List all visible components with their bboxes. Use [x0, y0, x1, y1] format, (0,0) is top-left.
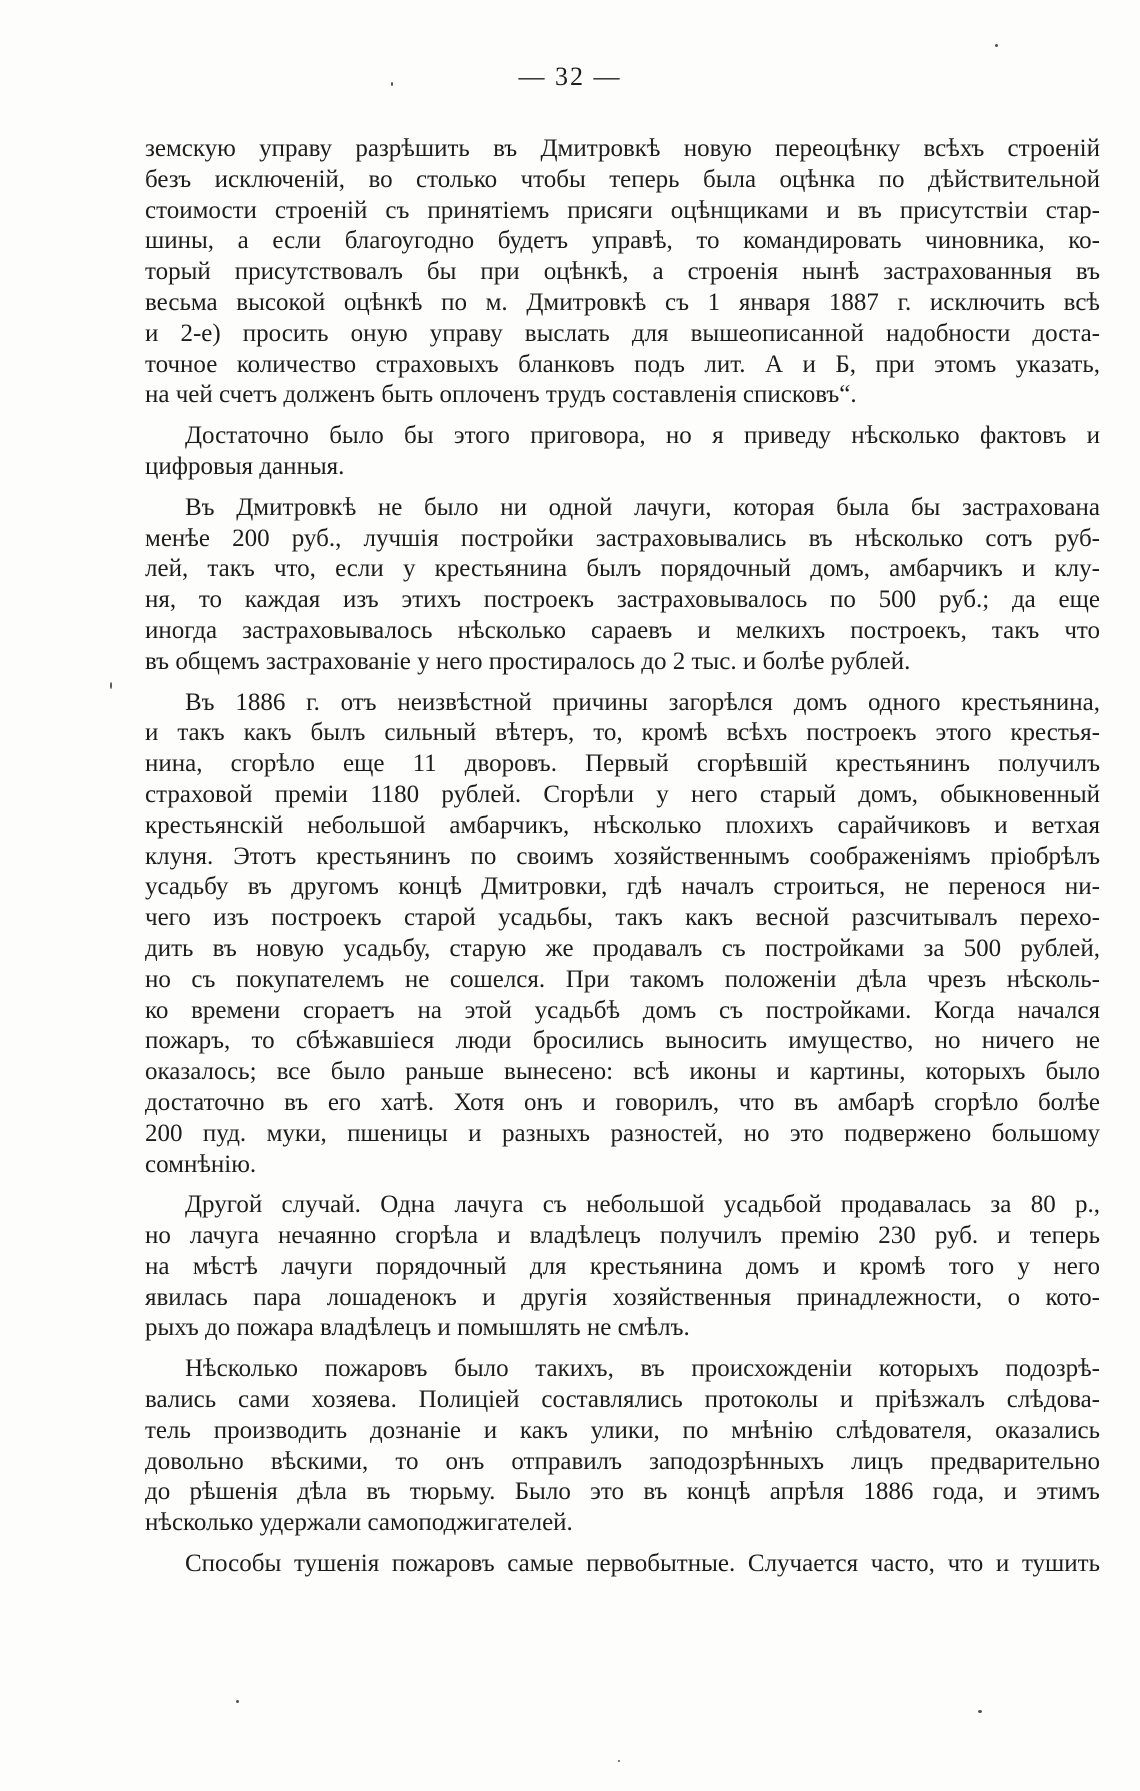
- text-line: цифровыя данныя.: [145, 452, 345, 480]
- paragraph: [145, 493, 1100, 678]
- paragraph: [145, 1354, 1100, 1539]
- paragraph: [145, 1190, 1100, 1344]
- text-line: нина, сгорѣло еще 11 дворовъ. Первый сгорѣвшій крестьянинъ получилъ: [145, 750, 1100, 778]
- paragraph: [145, 1549, 1100, 1580]
- text-line: торый присутствовалъ бы при оцѣнкѣ, а строенія нынѣ застрахованныя въ: [145, 258, 1100, 286]
- text-line: нѣсколько удержали самоподжигателей.: [145, 1509, 573, 1537]
- text-line: но лачуга нечаянно сгорѣла и владѣлецъ получилъ премію 230 руб. и теперь: [145, 1222, 1100, 1250]
- text-line: усадьбу въ другомъ концѣ Дмитровки, гдѣ началъ строиться, не перенося ни-: [145, 873, 1100, 901]
- text-line: страховой преміи 1180 рублей. Сгорѣли у него старый домъ, обыкновенный: [145, 780, 1100, 808]
- text-line: достаточно въ его хатѣ. Хотя онъ и говорилъ, что въ амбарѣ сгорѣло болѣе: [145, 1088, 1100, 1116]
- text-line: Достаточно было бы этого приговора, но я приведу нѣсколько фактовъ и: [185, 422, 1100, 450]
- text-line: лей, такъ что, если у крестьянина былъ порядочный домъ, амбарчикъ и клу-: [145, 555, 1100, 583]
- text-line: ня, то каждая изъ этихъ построекъ застраховывалось по 500 руб.; да еще: [145, 586, 1100, 614]
- scan-speck: [391, 82, 393, 86]
- text-line: клуня. Этотъ крестьянинъ по своимъ хозяйственнымъ соображеніямъ пріобрѣлъ: [145, 842, 1100, 870]
- text-line: вались сами хозяева. Полиціей составлялись протоколы и пріѣзжалъ слѣдова-: [145, 1386, 1100, 1414]
- text-line: и 2-е) просить оную управу выслать для вышеописанной надобности доста-: [145, 319, 1100, 347]
- text-line: довольно вѣскими, то онъ отправилъ заподозрѣнныхъ лицъ предварительно: [145, 1447, 1100, 1475]
- text-line: на чей счетъ долженъ быть оплоченъ трудъ составленія списковъ“.: [145, 381, 857, 409]
- text-line: ко времени сгораетъ на этой усадьбѣ домъ съ постройками. Когда начался: [145, 996, 1100, 1024]
- page-number: — 32 —: [518, 62, 622, 91]
- text-line: безъ исключеній, во столько чтобы теперь была оцѣнка по дѣйствительной: [145, 165, 1100, 193]
- body-text: [145, 134, 1100, 1580]
- text-line: Въ 1886 г. отъ неизвѣстной причины загорѣлся домъ одного крестьянина,: [185, 688, 1100, 716]
- text-line: явилась пара лошаденокъ и другія хозяйственныя принадлежности, о кото-: [145, 1283, 1100, 1311]
- text-line: Нѣсколько пожаровъ было такихъ, въ происхожденіи которыхъ подозрѣ-: [185, 1355, 1100, 1383]
- text-line: дить въ новую усадьбу, старую же продавалъ съ постройками за 500 рублей,: [145, 934, 1100, 962]
- scan-speck: [978, 1710, 982, 1713]
- text-line: на мѣстѣ лачуги порядочный для крестьянина домъ и кромѣ того у него: [145, 1252, 1100, 1280]
- text-line: весьма высокой оцѣнкѣ по м. Дмитровкѣ съ 1 января 1887 г. исключить всѣ: [145, 288, 1100, 316]
- text-line: рыхъ до пожара владѣлецъ и помышлять не смѣлъ.: [145, 1314, 690, 1342]
- text-line: менѣе 200 руб., лучшія постройки застраховывались въ нѣсколько сотъ руб-: [145, 524, 1100, 552]
- paragraph: [145, 688, 1100, 1181]
- scan-speck: [995, 44, 998, 47]
- text-line: Способы тушенія пожаровъ самые первобытные. Случается часто, что и тушить: [185, 1550, 1100, 1578]
- text-line: стоимости строеній съ принятіемъ присяги оцѣнщиками и въ присутствіи стар-: [145, 196, 1100, 224]
- text-line: крестьянскій небольшой амбарчикъ, нѣсколько плохихъ сарайчиковъ и ветхая: [145, 811, 1100, 839]
- text-line: Въ Дмитровкѣ не было ни одной лачуги, которая была бы застрахована: [185, 493, 1100, 521]
- text-line: земскую управу разрѣшить въ Дмитровкѣ новую переоцѣнку всѣхъ строеній: [145, 135, 1100, 162]
- text-line: до рѣшенія дѣла въ тюрьму. Было это въ концѣ апрѣля 1886 года, и этимъ: [145, 1478, 1100, 1506]
- text-line: но съ покупателемъ не сошелся. При такомъ положеніи дѣла чрезъ нѣсколь-: [145, 965, 1100, 993]
- text-line: и такъ какъ былъ сильный вѣтеръ, то, кромѣ всѣхъ построекъ этого крестья-: [145, 719, 1100, 747]
- scan-speck: [110, 682, 112, 689]
- text-line: пожаръ, то сбѣжавшіеся люди бросились выносить имущество, но ничего не: [145, 1027, 1100, 1055]
- paragraph: [145, 134, 1100, 411]
- text-line: чего изъ построекъ старой усадьбы, такъ какъ весной разсчитывалъ перехо-: [145, 904, 1100, 932]
- paragraph: [145, 421, 1100, 483]
- text-line: въ общемъ застрахованіе у него простиралось до 2 тыс. и болѣе рублей.: [145, 647, 911, 675]
- text-line: иногда застраховывалось нѣсколько сараевъ и мелкихъ построекъ, такъ что: [145, 616, 1100, 644]
- text-line: тель производить дознаніе и какъ улики, по мнѣнію слѣдователя, оказались: [145, 1416, 1100, 1444]
- text-line: сомнѣнію.: [145, 1150, 257, 1178]
- scan-speck: [236, 1700, 239, 1703]
- scan-speck: [618, 1760, 620, 1762]
- text-line: оказалось; все было раньше вынесено: всѣ иконы и картины, которыхъ было: [145, 1058, 1100, 1086]
- text-line: Другой случай. Одна лачуга съ небольшой усадьбой продавалась за 80 р.,: [185, 1191, 1100, 1219]
- text-line: точное количество страховыхъ бланковъ подъ лит. А и Б, при этомъ указать,: [145, 350, 1100, 378]
- text-line: шины, а если благоугодно будетъ управѣ, то командировать чиновника, ко-: [145, 227, 1100, 255]
- text-line: 200 пуд. муки, пшеницы и разныхъ разностей, но это подвержено большому: [145, 1119, 1100, 1147]
